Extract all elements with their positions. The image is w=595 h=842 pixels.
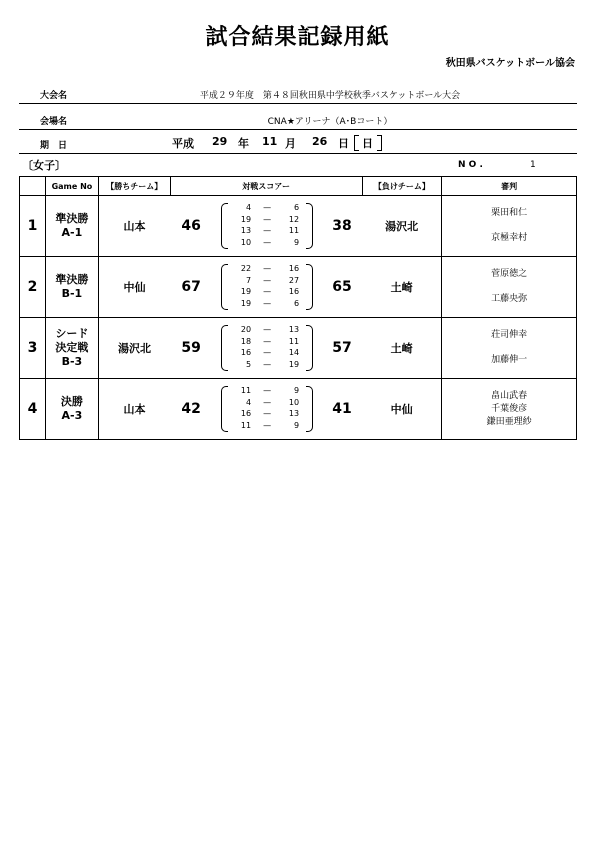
game-stage-cell <box>45 379 98 440</box>
referees-cell <box>442 379 577 440</box>
period-dash: — <box>263 409 272 418</box>
organization-name: 秋田県バスケットボール協会 <box>445 58 575 69</box>
period-winner-points: 16 <box>240 348 252 357</box>
period-winner-points: 19 <box>240 298 252 308</box>
period-winner-points: 11 <box>240 420 252 430</box>
game-stage-line: A-1 <box>61 226 83 239</box>
period-scores-cell <box>212 196 322 257</box>
loser-score: 38 <box>322 196 362 257</box>
game-stage-line: 準決勝 <box>55 212 89 225</box>
date-era: 平成 <box>172 137 194 150</box>
period-scores-cell <box>212 379 322 440</box>
game-number: 3 <box>20 318 46 379</box>
game-stage-line: シード <box>55 327 89 340</box>
period-winner-points: 5 <box>246 359 252 369</box>
table-row <box>20 318 577 379</box>
period-scores-cell <box>212 257 322 318</box>
loser-team: 土崎 <box>362 318 442 379</box>
period-winner-points: 22 <box>240 264 252 273</box>
referee-name: 畠山武春 <box>491 390 528 401</box>
period-loser-points: 13 <box>288 325 300 334</box>
game-stage-line: 決勝 <box>60 395 83 408</box>
game-stage-line: 決定戦 <box>55 341 89 354</box>
referee-name: 鎌田亜理紗 <box>486 416 532 427</box>
game-stage-cell <box>45 196 98 257</box>
referee-name: 栗田和仁 <box>491 208 528 218</box>
divider <box>19 153 577 154</box>
loser-score: 65 <box>322 257 362 318</box>
game-stage-line: A-3 <box>61 409 83 422</box>
game-stage-cell <box>45 318 98 379</box>
period-row <box>219 408 315 420</box>
venue-name: CNA★アリーナ（A･Bコート） <box>267 117 393 127</box>
game-stage-line: 準決勝 <box>55 273 89 286</box>
category-label: 〔女子〕 <box>22 159 66 172</box>
period-row <box>219 237 315 249</box>
period-loser-points: 19 <box>288 359 300 369</box>
period-winner-points: 4 <box>246 397 252 407</box>
date-year-unit: 年 <box>238 137 249 150</box>
header-referees: 審判 <box>442 177 577 196</box>
period-loser-points: 11 <box>288 336 300 346</box>
period-dash: — <box>263 275 272 285</box>
weekday-bracket-left <box>354 135 359 151</box>
period-winner-points: 16 <box>240 409 252 418</box>
period-winner-points: 13 <box>240 226 252 235</box>
winner-team: 湯沢北 <box>98 318 170 379</box>
period-dash: — <box>263 420 272 430</box>
loser-team: 中仙 <box>362 379 442 440</box>
period-row <box>219 286 315 298</box>
period-winner-points: 18 <box>240 336 252 346</box>
period-dash: — <box>263 287 272 296</box>
period-dash: — <box>263 348 272 357</box>
results-table <box>19 176 577 440</box>
header-scores: 対戦スコアー <box>170 177 362 196</box>
date-weekday: 日 <box>362 137 373 150</box>
period-loser-points: 10 <box>288 397 300 407</box>
game-number: 2 <box>20 257 46 318</box>
period-dash: — <box>263 298 272 308</box>
header-number <box>20 177 46 196</box>
date-day-unit: 日 <box>338 137 349 150</box>
period-scores-cell <box>212 318 322 379</box>
period-dash: — <box>263 336 272 346</box>
period-loser-points: 6 <box>294 298 300 308</box>
period-scores <box>219 202 315 250</box>
period-row <box>219 359 315 371</box>
period-dash: — <box>263 325 272 334</box>
period-loser-points: 16 <box>288 287 300 296</box>
winner-team: 山本 <box>98 379 170 440</box>
period-row <box>219 336 315 348</box>
loser-score: 57 <box>322 318 362 379</box>
game-stage-line: B-1 <box>61 287 83 300</box>
period-scores <box>219 263 315 311</box>
period-loser-points: 12 <box>288 214 300 224</box>
period-scores <box>219 385 315 433</box>
period-dash: — <box>263 386 272 395</box>
winner-team: 山本 <box>98 196 170 257</box>
period-row <box>219 385 315 397</box>
page-title: 試合結果記録用紙 <box>205 25 390 50</box>
date-year: 29 <box>212 135 228 148</box>
game-number: 1 <box>20 196 46 257</box>
referee-name: 工藤央弥 <box>491 294 528 304</box>
period-dash: — <box>263 359 272 369</box>
table-row <box>20 196 577 257</box>
period-loser-points: 27 <box>288 275 300 285</box>
loser-score: 41 <box>322 379 362 440</box>
period-row <box>219 214 315 226</box>
winner-team: 中仙 <box>98 257 170 318</box>
period-loser-points: 9 <box>294 386 300 395</box>
period-winner-points: 4 <box>246 203 252 212</box>
header-winner: 【勝ちチーム】 <box>98 177 170 196</box>
date-month-unit: 月 <box>285 137 296 150</box>
winner-score: 67 <box>170 257 212 318</box>
game-stage-cell <box>45 257 98 318</box>
period-winner-points: 20 <box>240 325 252 334</box>
period-row <box>219 298 315 310</box>
period-loser-points: 16 <box>288 264 300 273</box>
period-winner-points: 7 <box>246 275 252 285</box>
referee-name: 京極幸村 <box>491 233 528 243</box>
venue-label: 会場名 <box>40 117 68 127</box>
winner-score: 42 <box>170 379 212 440</box>
period-dash: — <box>263 397 272 407</box>
divider <box>19 129 577 130</box>
period-dash: — <box>263 214 272 224</box>
period-dash: — <box>263 237 272 247</box>
period-dash: — <box>263 226 272 235</box>
sheet-no-label: N O . <box>458 160 483 170</box>
period-dash: — <box>263 203 272 212</box>
loser-team: 湯沢北 <box>362 196 442 257</box>
period-winner-points: 19 <box>240 214 252 224</box>
weekday-bracket-right <box>377 135 382 151</box>
period-row <box>219 263 315 275</box>
period-winner-points: 10 <box>240 237 252 247</box>
tournament-name: 平成２９年度 第４８回秋田県中学校秋季バスケットボール大会 <box>199 91 461 101</box>
period-loser-points: 6 <box>294 203 300 212</box>
period-row <box>219 324 315 336</box>
period-loser-points: 11 <box>288 226 300 235</box>
date-label: 期 日 <box>40 141 68 151</box>
period-loser-points: 9 <box>294 237 300 247</box>
sheet-no-value: 1 <box>530 160 536 170</box>
referee-name: 荘司伸幸 <box>491 330 528 340</box>
period-row <box>219 225 315 237</box>
tournament-label: 大会名 <box>40 91 68 101</box>
period-row <box>219 397 315 409</box>
period-winner-points: 19 <box>240 287 252 296</box>
game-stage-line: B-3 <box>61 355 83 368</box>
header-game-no: Game No <box>45 177 98 196</box>
table-header-row <box>20 177 577 196</box>
referee-name: 千葉俊彦 <box>491 403 528 414</box>
referees-cell <box>442 318 577 379</box>
loser-team: 土崎 <box>362 257 442 318</box>
divider <box>19 103 577 104</box>
referee-name: 加藤伸一 <box>491 355 528 365</box>
period-dash: — <box>263 264 272 273</box>
period-row <box>219 347 315 359</box>
header-loser: 【負けチーム】 <box>362 177 442 196</box>
winner-score: 59 <box>170 318 212 379</box>
period-loser-points: 14 <box>288 348 300 357</box>
table-row <box>20 379 577 440</box>
period-loser-points: 13 <box>288 409 300 418</box>
period-row <box>219 275 315 287</box>
period-scores <box>219 324 315 372</box>
referees-cell <box>442 257 577 318</box>
referees-cell <box>442 196 577 257</box>
period-loser-points: 9 <box>294 420 300 430</box>
period-winner-points: 11 <box>240 386 252 395</box>
referee-name: 菅原徳之 <box>491 269 528 279</box>
date-month: 11 <box>262 135 278 148</box>
period-row <box>219 202 315 214</box>
date-day: 26 <box>312 135 328 148</box>
winner-score: 46 <box>170 196 212 257</box>
game-number: 4 <box>20 379 46 440</box>
period-row <box>219 420 315 432</box>
table-row <box>20 257 577 318</box>
